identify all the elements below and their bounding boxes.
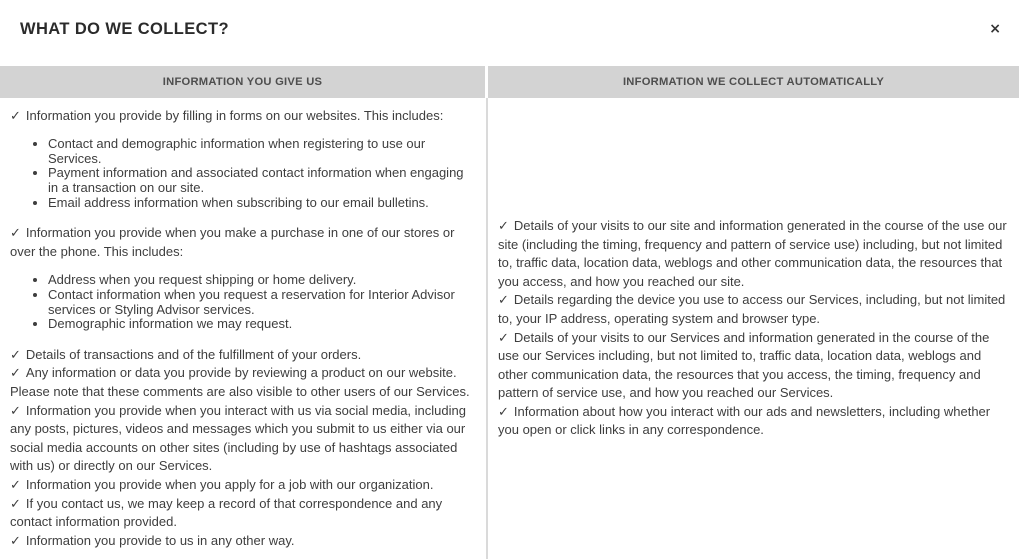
- check-icon: ✓: [10, 107, 21, 123]
- check-icon: ✓: [498, 217, 509, 233]
- list-item: [498, 217, 1012, 291]
- check-icon: ✓: [498, 292, 509, 308]
- list-item: [10, 224, 476, 261]
- check-icon: ✓: [10, 225, 21, 241]
- list-item: [10, 107, 476, 126]
- list-item: [10, 495, 476, 532]
- list-item: [10, 476, 476, 495]
- list-item: [10, 364, 476, 401]
- list-item-text: Information you provide when you make a purchase in one of our stores or over the phone. This includes:: [10, 225, 455, 259]
- table-body: [0, 98, 1024, 559]
- list-item-text: Details of your visits to our Services and information generated in the course of the use our Services including, but not limited to, traffic data, location data, weblogs and other communication data, the resources that you access, the timing, frequency and pattern of service use, and how you reached our Services.: [498, 329, 990, 401]
- page-title: WHAT DO WE COLLECT?: [20, 20, 229, 38]
- list-item-text: Information you provide by filling in forms on our websites. This includes:: [25, 107, 444, 123]
- list-item-text: Any information or data you provide by reviewing a product on our website. Please note that these comments are also visible to other users of our Services.: [10, 365, 470, 399]
- table-header-row: [0, 66, 1019, 98]
- list-item-text: Information you provide when you interact with us via social media, including any posts, pictures, videos and messages which you submit to us either via our social media accounts on other sites (including by use of hashtags associated with us) or directly on our Services.: [10, 402, 466, 474]
- list-item-text: If you contact us, we may keep a record of that correspondence and any contact information provided.: [10, 495, 443, 530]
- column-information-we-collect-automatically: [488, 98, 1024, 559]
- bullet-item: • Contact information when you request a reservation for Interior Advisor services or Styling Advisor services.: [48, 288, 476, 317]
- list-item: [498, 291, 1012, 328]
- list-item: [498, 329, 1012, 403]
- close-icon[interactable]: ×: [989, 21, 1001, 37]
- modal-header: [0, 0, 1024, 66]
- check-icon: ✓: [10, 365, 21, 381]
- bullet-item: • Email address information when subscribing to our email bulletins.: [48, 196, 476, 211]
- bullet-item: • Payment information and associated contact information when engaging in a transaction on our site.: [48, 166, 476, 195]
- list-item-text: Information about how you interact with our ads and newsletters, including whether you open or click links in any correspondence.: [498, 403, 991, 438]
- list-item-text: Details regarding the device you use to access our Services, including, but not limited to, your IP address, operating system and browser type.: [498, 292, 1006, 326]
- list-item: [10, 532, 476, 551]
- check-icon: ✓: [10, 476, 21, 492]
- list-item-text: Information you provide to us in any other way.: [25, 532, 295, 548]
- check-icon: ✓: [10, 495, 21, 511]
- bullet-item: • Address when you request shipping or home delivery.: [48, 273, 476, 288]
- bullet-list: [10, 137, 476, 210]
- column-information-you-give-us: [0, 98, 486, 559]
- check-icon: ✓: [498, 403, 509, 419]
- bullet-item: • Demographic information we may request.: [48, 317, 476, 332]
- column-header-information-we-collect-automatically: INFORMATION WE COLLECT AUTOMATICALLY: [488, 66, 1019, 98]
- list-item: [10, 402, 476, 476]
- list-item-text: Information you provide when you apply for a job with our organization.: [25, 476, 434, 492]
- check-icon: ✓: [10, 532, 21, 548]
- list-item-text: Details of your visits to our site and information generated in the course of the use our site (including the timing, frequency and pattern of service use) including, but not limited to, traffic data, location data, weblogs and other communication data, the resources that you access, and how you reached our site.: [498, 217, 1007, 289]
- list-item: [10, 346, 476, 365]
- check-icon: ✓: [10, 346, 21, 362]
- check-icon: ✓: [498, 329, 509, 345]
- list-item-text: Details of transactions and of the fulfillment of your orders.: [25, 346, 362, 362]
- column-header-information-you-give-us: INFORMATION YOU GIVE US: [0, 66, 485, 98]
- list-item: [498, 403, 1012, 440]
- check-icon: ✓: [10, 402, 21, 418]
- bullet-item: • Contact and demographic information when registering to use our Services.: [48, 137, 476, 166]
- bullet-list: [10, 273, 476, 331]
